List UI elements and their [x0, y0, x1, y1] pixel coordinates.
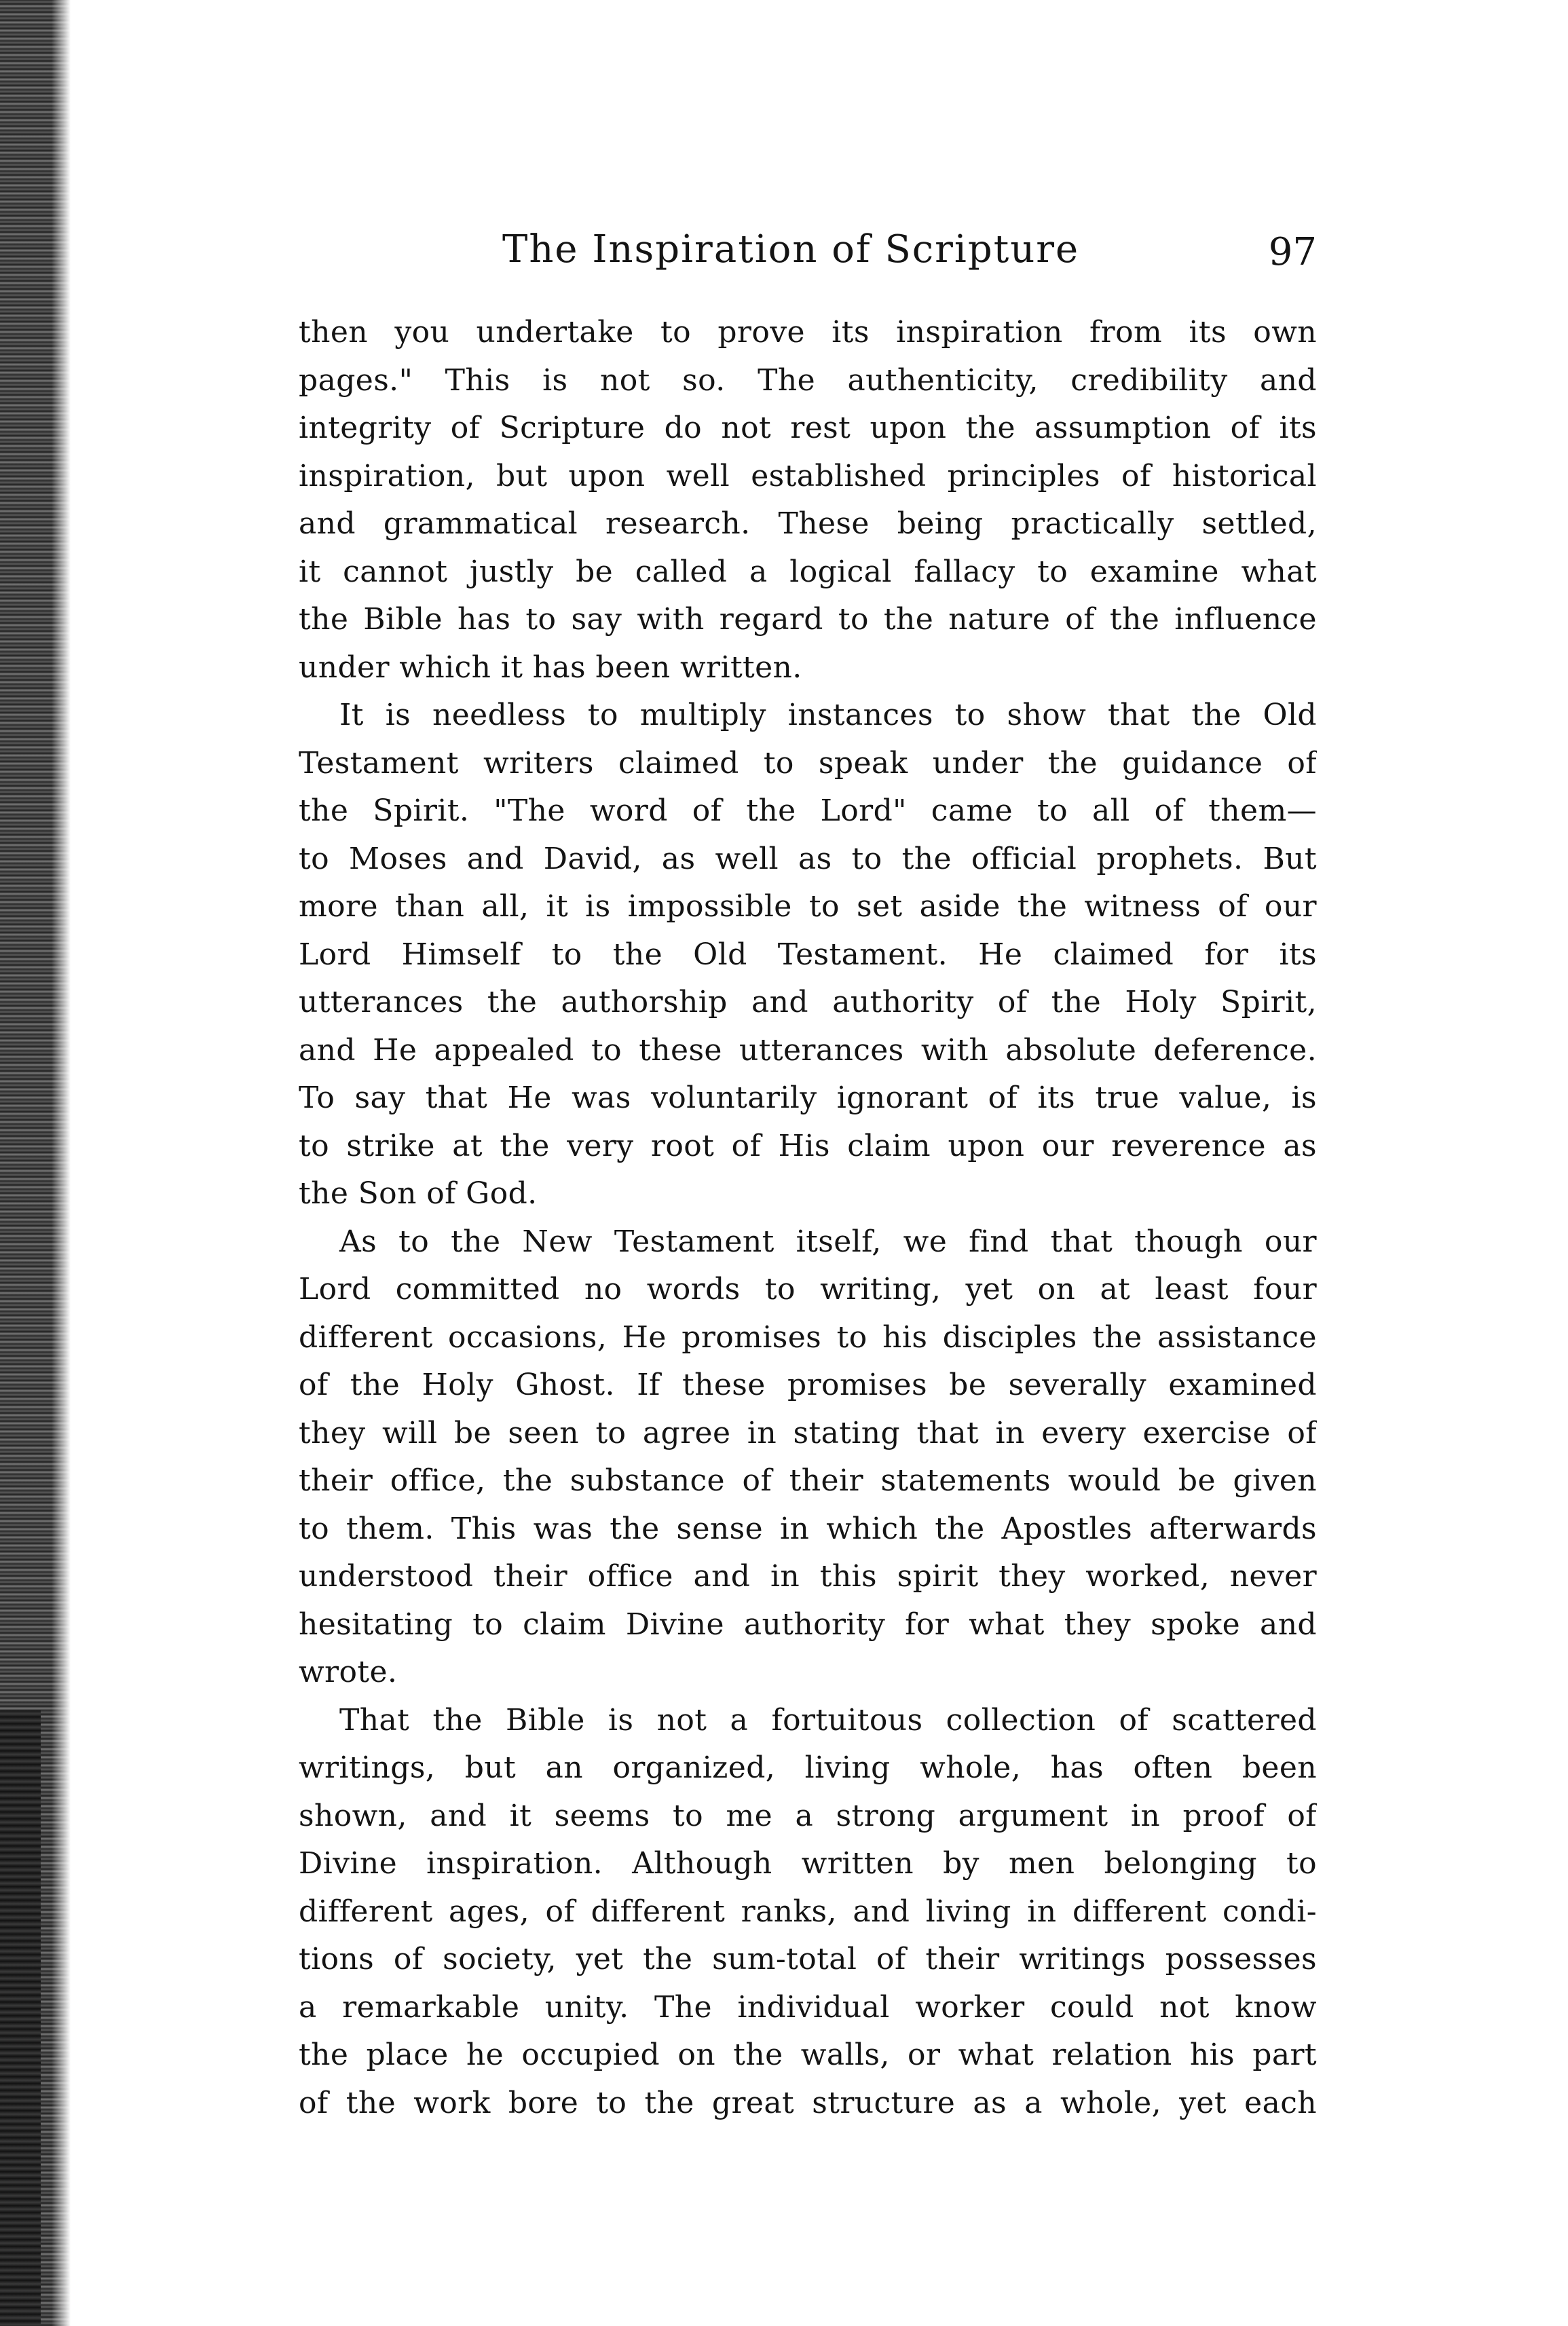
text-line: of the Holy Ghost. If these promises be severally examined: [299, 1368, 1317, 1402]
text-line: their office, the substance of their statements would be given: [299, 1463, 1317, 1498]
text-line: to strike at the very root of His claim upon our reverence as: [299, 1128, 1317, 1163]
text-line: they will be seen to agree in stating that in every exercise of: [299, 1415, 1317, 1450]
text-line: the Spirit. "The word of the Lord" came to all of them—: [299, 793, 1317, 828]
paragraph-2: [299, 692, 1317, 1218]
text-line: wrote.: [299, 1655, 398, 1689]
text-line: As to the New Testament itself, we find that though our: [339, 1224, 1317, 1259]
text-line: to them. This was the sense in which the Apostles afterwards: [299, 1511, 1317, 1546]
text-line: the Son of God.: [299, 1176, 538, 1211]
text-line: shown, and it seems to me a strong argument in proof of: [299, 1798, 1317, 1833]
text-line: it cannot justly be called a logical fallacy to examine what: [299, 554, 1317, 589]
text-line: It is needless to multiply instances to show that the Old: [339, 698, 1317, 732]
page-number: 97: [1268, 230, 1317, 274]
text-line: understood their office and in this spirit they worked, never: [299, 1559, 1317, 1594]
text-line: to Moses and David, as well as to the official prophets. But: [299, 841, 1317, 876]
text-line: That the Bible is not a fortuitous collection of scattered: [339, 1702, 1317, 1738]
text-line: of the work bore to the great structure as a whole, yet each: [299, 2085, 1317, 2120]
text-line: then you undertake to prove its inspiration from its own: [299, 315, 1317, 350]
text-line: the place he occupied on the walls, or what relation his part: [299, 2038, 1317, 2072]
text-line: inspiration, but upon well established principles of historical: [299, 458, 1317, 493]
text-line: under which it has been written.: [299, 650, 802, 685]
text-line: pages." This is not so. The authenticity, credibility and: [299, 362, 1317, 398]
paragraph-1: [299, 309, 1317, 692]
text-line: Divine inspiration. Although written by men belonging to: [299, 1846, 1317, 1881]
text-line: a remarkable unity. The individual worker could not know: [299, 1989, 1317, 2025]
body-text: [299, 309, 1317, 2127]
text-line: and grammatical research. These being practically settled,: [299, 506, 1317, 541]
text-line: different occasions, He promises to his disciples the assistance: [299, 1319, 1317, 1355]
paragraph-3: [299, 1218, 1317, 1697]
text-line: and He appealed to these utterances with absolute deference.: [299, 1032, 1317, 1068]
text-line: integrity of Scripture do not rest upon the assumption of its: [299, 411, 1317, 445]
text-line: more than all, it is impossible to set aside the witness of our: [299, 889, 1317, 924]
page-header: [502, 227, 1317, 288]
text-line: hesitating to claim Divine authority for what they spoke and: [299, 1607, 1317, 1642]
text-line: Lord committed no words to writing, yet on at least four: [299, 1272, 1317, 1307]
running-title: The Inspiration of Scripture: [502, 227, 1080, 271]
text-line: different ages, of different ranks, and living in different condi-: [299, 1894, 1317, 1929]
text-line: Testament writers claimed to speak under the guidance of: [299, 745, 1317, 781]
text-line: Lord Himself to the Old Testament. He claimed for its: [299, 937, 1317, 972]
text-line: tions of society, yet the sum-total of their writings possesses: [299, 1942, 1317, 1976]
text-line: utterances the authorship and authority of the Holy Spirit,: [299, 985, 1317, 1019]
page-edge-scan-border-lower: [0, 1710, 41, 2326]
text-line: writings, but an organized, living whole, has often been: [299, 1750, 1317, 1785]
text-line: the Bible has to say with regard to the nature of the influence: [299, 602, 1317, 637]
text-line: To say that He was voluntarily ignorant of its true value, is: [299, 1081, 1317, 1115]
paragraph-4: [299, 1697, 1317, 2128]
